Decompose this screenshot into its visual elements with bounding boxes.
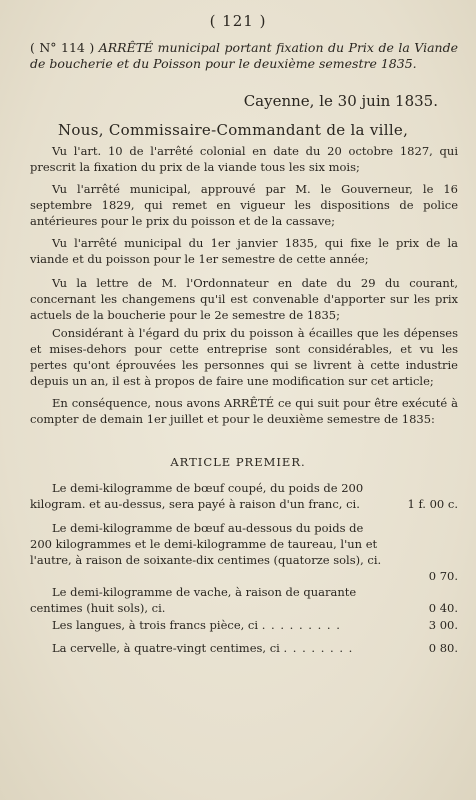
authority-line: Nous, Commissaire-Commandant de la ville,	[58, 121, 409, 139]
paragraph-3: Vu l'arrêté municipal du 1er janvier 1835, qui fixe le prix de la viande et du poisson pour le 1er semestre de cette année;	[30, 236, 458, 266]
paragraph-5: Considérant à l'égard du prix du poisson à écailles que les dépenses et mises-dehors pour cette entreprise sont considérables, et vu les pertes qu'ont éprouvées les personnes qui se livrent à cette industrie depuis un an, il est à propos de faire une modification sur cet article;	[30, 326, 458, 388]
price-item-value: 3 00.	[428, 618, 458, 632]
paragraph-4: Vu la lettre de M. l'Ordonnateur en date du 29 du courant, concernant les changemens qu'il est convenable d'apporter sur les prix actuels de la boucherie pour le 2e semestre de 1835;	[30, 276, 458, 322]
price-item-value: 0 40.	[428, 601, 458, 615]
price-item-text: La cervelle, à quatre-vingt centimes, ci	[52, 641, 280, 655]
price-item-value: 1 f. 00 c.	[407, 497, 458, 511]
place-date: Cayenne, le 30 juin 1835.	[243, 92, 438, 110]
article-title: ARTICLE PREMIER.	[170, 455, 306, 469]
price-item-text: Le demi-kilogramme de bœuf coupé, du poids de 200 kilogram. et au-dessus, sera payé à raison d'un franc, ci.	[30, 481, 364, 511]
page-number: ( 121 )	[209, 12, 267, 30]
decree-heading	[30, 40, 458, 72]
decree-number: ( N° 114 )	[30, 40, 95, 55]
leader-dots: . . . . . . . . .	[261, 618, 341, 632]
price-item-text: Le demi-kilogramme de bœuf au-dessous du poids de 200 kilogrammes et le demi-kilogramme de taureau, l'un et l'autre, à raison de soixante-dix centimes (quatorze sols), ci.	[30, 521, 382, 567]
price-item-4	[30, 617, 458, 633]
paragraph-2: Vu l'arrêté municipal, approuvé par M. le Gouverneur, le 16 septembre 1829, qui remet en vigueur les dispositions de police antérieures pour le prix du poisson et de la cassave;	[30, 182, 458, 228]
price-item-text: Les langues, à trois francs pièce, ci	[52, 618, 259, 632]
leader-dots: . . . . . . . .	[283, 641, 354, 655]
paragraph-1: Vu l'art. 10 de l'arrêté colonial en date du 20 octobre 1827, qui prescrit la fixation du prix de la viande tous les six mois;	[30, 144, 458, 174]
price-item-5	[30, 640, 458, 656]
paragraph-6: En conséquence, nous avons ARRÊTÉ ce qui suit pour être exécuté à compter de demain 1er juillet et pour le deuxième semestre de 1835:	[30, 396, 458, 426]
price-item-value: 0 70.	[428, 569, 458, 583]
price-item-text: Le demi-kilogramme de vache, à raison de quarante centimes (huit sols), ci.	[30, 585, 357, 615]
price-item-value: 0 80.	[428, 641, 458, 655]
price-item-1	[30, 480, 458, 512]
price-item-2	[30, 520, 458, 568]
price-item-3	[30, 584, 458, 616]
decree-title: ARRÊTÉ municipal portant fixation du Prix de la Viande de boucherie et du Poisson pour le deuxième semestre 1835.	[30, 40, 458, 71]
